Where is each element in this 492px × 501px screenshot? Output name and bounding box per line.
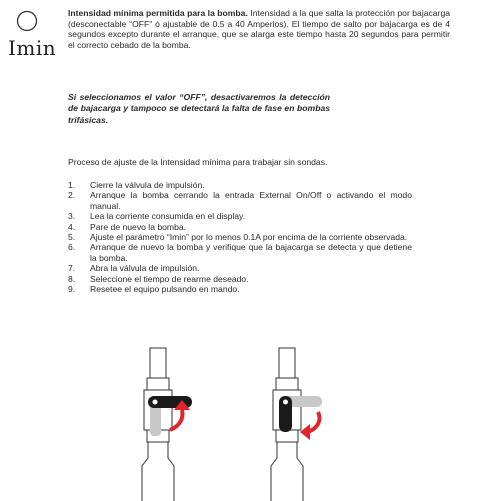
valve-illustrations (0, 340, 492, 501)
step-item (68, 263, 412, 273)
step-number: 5. (68, 232, 76, 243)
off-note: Si seleccionamos el valor “OFF”, desactivaremos la detección de bajacarga y tampoco se detectará la falta de fase en bombas trifásicas. (68, 92, 330, 125)
imin-icon-block (8, 10, 57, 60)
step-number: 9. (68, 284, 76, 295)
intro-text: Intensidad a la que salta la protección por bajacarga (desconectable “OFF” ó ajustable de 0.5 a 40 Amperios). El tiempo de salto por bajacarga es de 4 segundos excepto durante el arranque, que se alarga este tiempo hasta 20 segundos para permitir el correcto cebado de la bomba. (68, 8, 451, 50)
step-number: 2. (68, 190, 76, 201)
intro-heading: Intensidad mínima permitida para la bomba. (68, 8, 248, 18)
step-item (68, 190, 412, 211)
step-text: Ajuste el parámetro “Imin” por lo menos 0.1A por encima de la corriente observada. (90, 232, 408, 243)
step-number: 3. (68, 211, 76, 222)
step-item (68, 284, 412, 294)
step-text: Cierre la válvula de impulsión. (90, 180, 205, 190)
step-text: Seleccione el tiempo de rearme deseado. (90, 273, 249, 284)
procedure-steps (68, 180, 412, 294)
step-number: 8. (68, 273, 76, 284)
imin-label: Imin (8, 36, 57, 60)
intro-paragraph (68, 8, 450, 50)
step-item (68, 232, 412, 242)
step-item (68, 180, 412, 190)
step-item (68, 242, 412, 263)
step-text: Abra la válvula de impulsión. (90, 263, 200, 274)
procedure-title: Proceso de ajuste de la Intensidad mínima para trabajar sin sondas. (68, 157, 328, 167)
step-text: Arranque la bomba cerrando la entrada External On/Off o activando el modo manual. (90, 190, 412, 211)
step-text: Lea la corriente consumida en el display. (90, 211, 246, 222)
step-number: 4. (68, 221, 76, 232)
step-item (68, 222, 412, 232)
step-text: Resetee el equipo pulsando en mando. (90, 284, 240, 295)
step-number: 1. (68, 180, 76, 190)
step-text: Arranque de nuevo la bomba y verifique que la bajacarga se detecta y que detiene la bomba. (90, 242, 412, 263)
handle-pivot (153, 400, 158, 405)
clock-icon (16, 10, 38, 32)
step-item (68, 211, 412, 221)
step-number: 7. (68, 263, 76, 274)
handle-pivot (283, 400, 288, 405)
step-text: Pare de nuevo la bomba. (90, 221, 187, 232)
step-item (68, 274, 412, 284)
step-number: 6. (68, 242, 76, 253)
